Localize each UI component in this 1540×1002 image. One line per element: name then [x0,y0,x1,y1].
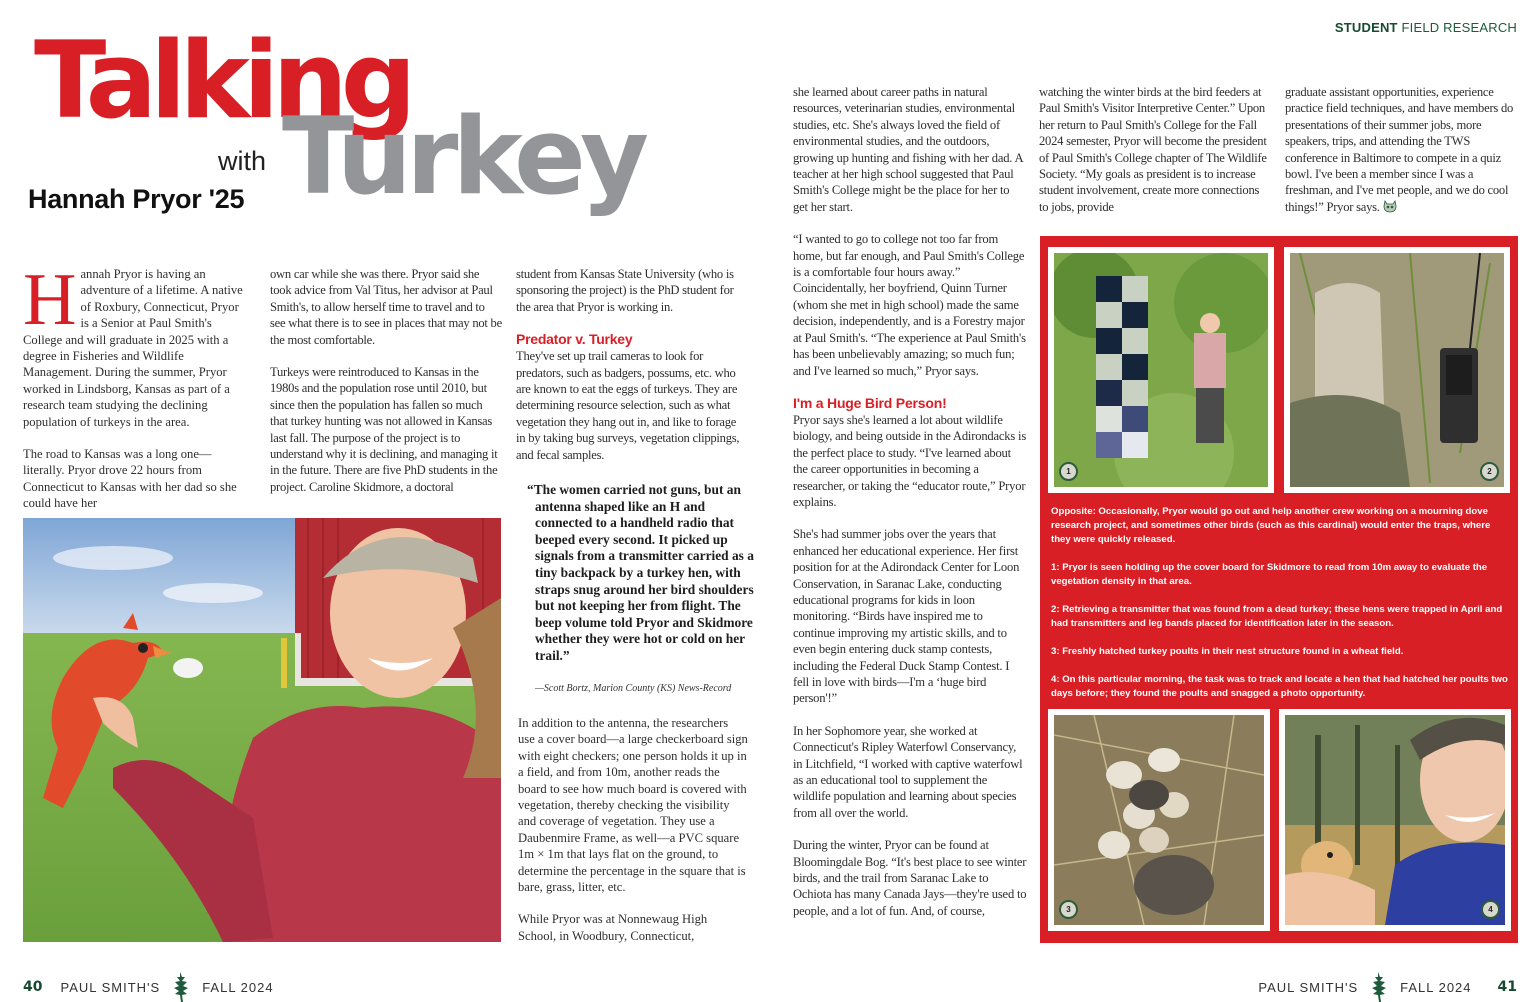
footer-issue: FALL 2024 [1400,979,1472,995]
footer-publication: PAUL SMITH'S [1258,979,1359,995]
paragraph: watching the winter birds at the bird feeders at Paul Smith's Visitor Interpretive Center.” Upon her return to Paul Smith's College for the Fall 2024 semester, Pryor will become the president of Paul Smith's College chapter of The Wildlife Society. “My goals as president is to increase student involvement, create more connections to jobs, provide [1039,85,1267,214]
article-column-1 [23,259,248,528]
article-column-3-continued [518,715,748,960]
paragraph: She's had summer jobs over the years that enhanced her educational experience. Her first position for at the Adirondack Center for Loon Conservation, in Saranac Lake, conducting educational programs for kids in loon monitoring. “Birds have inspired me to continue improving my artistic skills, and to even begin entering duck stamp contests, including the Federal Duck Stamp Contest. I fell in love with birds—I'm a ‘huge bird person'!” [793,527,1020,706]
paragraph: student from Kansas State University (who is sponsoring the project) is the PhD student for the area that Pryor is working in. [516,267,734,314]
drop-cap: H [23,259,77,341]
title-turkey: Turkey [282,95,644,218]
paragraph: The road to Kansas was a long one—literally. Pryor drove 22 hours from Connecticut to Kansas with her dad so she could have her [23,447,237,511]
photo-4-frame [1279,709,1511,931]
footer-right [1258,972,1517,1002]
section-label-rest: FIELD RESEARCH [1401,20,1517,35]
footer-issue: FALL 2024 [202,979,274,995]
photo-2-transmitter [1290,253,1504,487]
paragraph-text: annah Pryor is having an adventure of a lifetime. A native of Roxbury, Connecticut, Pryor is a Senior at Paul Smith's College and will graduate in 2025 with a degree in Fisheries and Wildlife Management. During the summer, Pryor worked in Lindsborg, Kansas as part of a research team studying the declining population of turkeys in the area. [23,267,243,429]
photo-number-badge: 2 [1480,462,1499,481]
paragraph: Turkeys were reintroduced to Kansas in the 1980s and the population rose until 2010, but since then the population has fallen so much that turkey hunting was not allowed in Kansas last fall. The purpose of the project is to understand why it is declining, and managing it in the future. There are five PhD students in the project. Caroline Skidmore, a doctoral [270,365,498,494]
photo-2-frame [1284,247,1510,493]
caption-opposite: Opposite: Occasionally, Pryor would go out and help another crew working on a mourning dove research project, and sometimes other birds (such as this cardinal) would enter the traps, where they were quickly released. [1051,506,1491,545]
paragraph: “I wanted to go to college not too far from home, but far enough, and Paul Smith's College is a comfortable four hours away.” Coincidentally, her boyfriend, Quinn Turner (whom she met in high school) made the same decision, independently, and is a Forestry major at Paul Smith's. “The experience at Paul Smith's has been unbelievably amazing; so much fun; and I've learned so much,” Pryor says. [793,232,1026,378]
article-column-6 [1285,84,1517,231]
caption-3: 3: Freshly hatched turkey poults in their nest structure found in a wheat field. [1051,646,1404,657]
caption-2: 2: Retrieving a transmitter that was found from a dead turkey; these hens were trapped in April and had transmitters and leg bands placed for identification later in the season. [1051,604,1503,629]
photo-cardinal-illustration [23,518,501,942]
article-column-2 [270,266,502,511]
subheading-bird-person: I'm a Huge Bird Person! [793,394,947,411]
paragraph: own car while she was there. Pryor said she took advice from Val Titus, her advisor at Paul Smith's, to allow herself time to travel and to see what there is to see in places that may not be the most comfortable. [270,267,502,347]
end-mark-owl-icon [1383,200,1397,213]
article-subject-name: Hannah Pryor '25 [28,184,245,214]
photo-3-poults-nest [1054,715,1264,925]
photo-captions [1051,505,1511,715]
paragraph: she learned about career paths in natural resources, veterinarian studies, environmental studies, etc. She's always loved the field of environmental studies, and the outdoors, growing up hunting and fishing with her dad. A teacher at her high school suggested that Paul Smith's College might be the place for her to get her start. [793,85,1023,214]
article-column-4 [793,84,1027,935]
pine-tree-logo-icon [172,972,190,1002]
article-column-5 [1039,84,1271,231]
section-label [1335,20,1517,35]
paragraph: In addition to the antenna, the researchers use a cover board—a large checkerboard sign with eight checkers; one person holds it up in a field, and from 10m, another reads the board to see how much board is covered with vegetation, thereby checking the visibility and coverage of vegetation. They use a Daubenmire Frame, as well—a PVC square 1m × 1m that lays flat on the ground, to determine the percentage in the square that is bare, grass, litter, etc. [518,716,748,895]
photo-number-badge: 4 [1481,900,1500,919]
photo-number-badge: 3 [1059,900,1078,919]
pull-quote-attribution: —Scott Bortz, Marion County (KS) News-Record [535,683,732,694]
photo-3-frame [1048,709,1270,931]
section-label-bold: STUDENT [1334,20,1398,35]
subheading-predator: Predator v. Turkey [516,331,633,348]
page-number-right: 41 [1497,979,1517,995]
photo-3-illustration [1054,715,1264,925]
paragraph-text: graduate assistant opportunities, experience practice field techniques, and have members do presentations of their summer jobs, more speakers, trips, and attending the TWS conference in Baltimore to compete in a quiz bowl. I've been a member since I was a freshman, and I've met people, and we do cool things!” Pryor says. [1285,85,1514,214]
intro-paragraph [23,259,248,430]
hero-photo-cardinal [23,518,501,942]
photo-1-frame [1048,247,1274,493]
pull-quote: “The women carried not guns, but an antenna shaped like an H and connected to a handheld radio that beeped every second. It picked up signals from a transmitter carried as a tiny backpack by a turkey hen, with straps snug around her bird shoulders but not keeping her from flight. The beep volume told Pryor and Skidmore whether they were hot or cold on her trail.” [527,482,754,663]
article-column-3 [516,266,748,479]
caption-4: 4: On this particular morning, the task was to track and locate a hen that had hatched her poults two days before; they found the poults and snagged a photo opportunity. [1051,674,1508,699]
footer-publication: PAUL SMITH'S [60,979,161,995]
photo-1-cover-board [1054,253,1268,487]
title-with: with [218,146,267,176]
paragraph: They've set up trail cameras to look for predators, such as badgers, possums, etc. who are known to eat the eggs of turkeys. They are determining resource selection, such as what vegetation they hang out in, and like to forage in by taking bug surveys, vegetation clippings, and fecal samples. [516,349,740,462]
caption-1: 1: Pryor is seen holding up the cover board for Skidmore to read from 10m away to evaluate the vegetation density in that area. [1051,562,1488,587]
pine-tree-logo-icon [1370,972,1388,1002]
paragraph: While Pryor was at Nonnewaug High School, in Woodbury, Connecticut, [518,912,708,943]
paragraph: In her Sophomore year, she worked at Connecticut's Ripley Waterfowl Conservancy, in Litchfield, “I worked with captive waterfowl as an educational tool to supplement the wildlife population and learning about species from all over the world. [793,723,1023,820]
page-number-left: 40 [23,979,43,995]
paragraph: Pryor says she's learned a lot about wildlife biology, and being outside in the Adirondacks is the perfect place to study. “I've learned about the career opportunities in becoming a researcher, or taking the “educator route,” Pryor explains. [793,412,1027,509]
photo-caption-panel [1040,236,1518,943]
photo-2-illustration [1290,253,1504,487]
paragraph: During the winter, Pryor can be found at Bloomingdale Bog. “It's best place to see winter birds, and the trail from Saranac Lake to Ochiota has many Canada Jays—they're used to people, and a lot of fun. And, of course, [793,838,1027,918]
photo-4-illustration [1285,715,1505,925]
title-talking: Talking [34,19,410,142]
paragraph [1285,84,1517,215]
footer-left [23,972,274,1002]
photo-number-badge: 1 [1059,462,1078,481]
photo-1-illustration [1054,253,1268,487]
photo-4-holding-poult [1285,715,1505,925]
